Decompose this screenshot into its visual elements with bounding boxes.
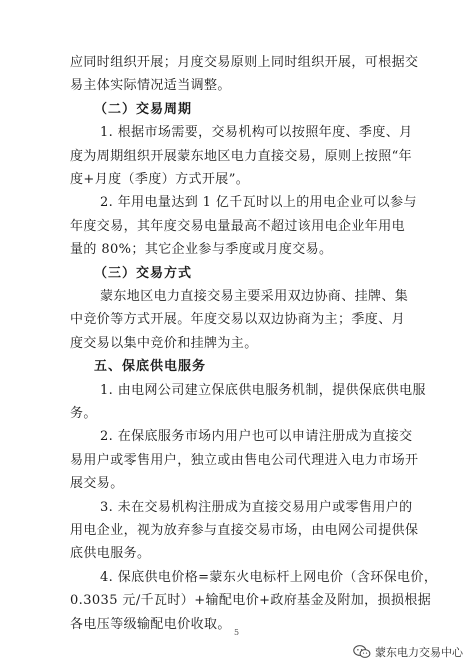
page-number: 5: [233, 628, 240, 637]
paragraph-line: 3. 未在交易机构注册成为直接交易用户或零售用户的: [100, 499, 413, 515]
paragraph-line: 1. 根据市场需要，交易机构可以按照年度、季度、月: [100, 125, 413, 141]
paragraph-line: 2. 在保底服务市场内用户也可以申请注册成为直接交: [100, 429, 413, 445]
section-heading-trading-cycle: （二）交易周期: [94, 101, 193, 117]
paragraph-line: 度+月度（季度）方式开展”。: [70, 172, 250, 187]
wechat-watermark: [353, 643, 463, 661]
paragraph-line: 度交易以集中竞价和挂牌为主。: [70, 335, 258, 351]
paragraph-line: 1. 由电网公司建立保底供电服务机制，提供保底供电服: [100, 382, 426, 398]
paragraph-line: 展交易。: [70, 476, 124, 492]
paragraph-line: 2. 年用电量达到 1 亿千瓦时以上的用电企业可以参与: [100, 195, 417, 211]
paragraph-line: 度为周期组织开展蒙东地区电力直接交易，原则上按照“年: [70, 148, 413, 164]
paragraph-line: 应同时组织开展；月度交易原则上同时组织开展，可根据交: [70, 55, 419, 70]
paragraph-line: 4. 保底供电价格=蒙东火电标杆上网电价（含环保电价，: [100, 569, 438, 585]
paragraph-line: 0.3035 元/千瓦时）+输配电价+政府基金及附加，损损根据: [70, 593, 432, 609]
paragraph-line: 易主体实际情况适当调整。: [70, 78, 231, 94]
paragraph-line: 量的 80%；其它企业参与季度或月度交易。: [70, 242, 333, 258]
wechat-icon: [353, 644, 371, 660]
paragraph-line: 各电压等级输配电价收取。: [70, 616, 231, 632]
paragraph-line: 务。: [70, 406, 97, 421]
paragraph-line: 用电企业，视为放弃参与直接交易市场，由电网公司提供保: [70, 523, 419, 538]
watermark-text: 蒙东电力交易中心: [375, 646, 463, 659]
section-heading-guaranteed-supply: 五、保底供电服务: [94, 359, 207, 375]
paragraph-line: 易用户或零售用户，独立或由售电公司代理进入电力市场开: [70, 452, 419, 468]
paragraph-line: 中竞价等方式开展。年度交易以双边协商为主；季度、月: [70, 312, 406, 328]
section-heading-trading-method: （三）交易方式: [94, 265, 193, 281]
paragraph-line: 底供电服务。: [70, 546, 151, 562]
paragraph-line: 蒙东地区电力直接交易主要采用双边协商、挂牌、集: [100, 289, 409, 304]
paragraph-line: 年度交易，其年度交易电量最高不超过该用电企业年用电: [70, 218, 406, 234]
